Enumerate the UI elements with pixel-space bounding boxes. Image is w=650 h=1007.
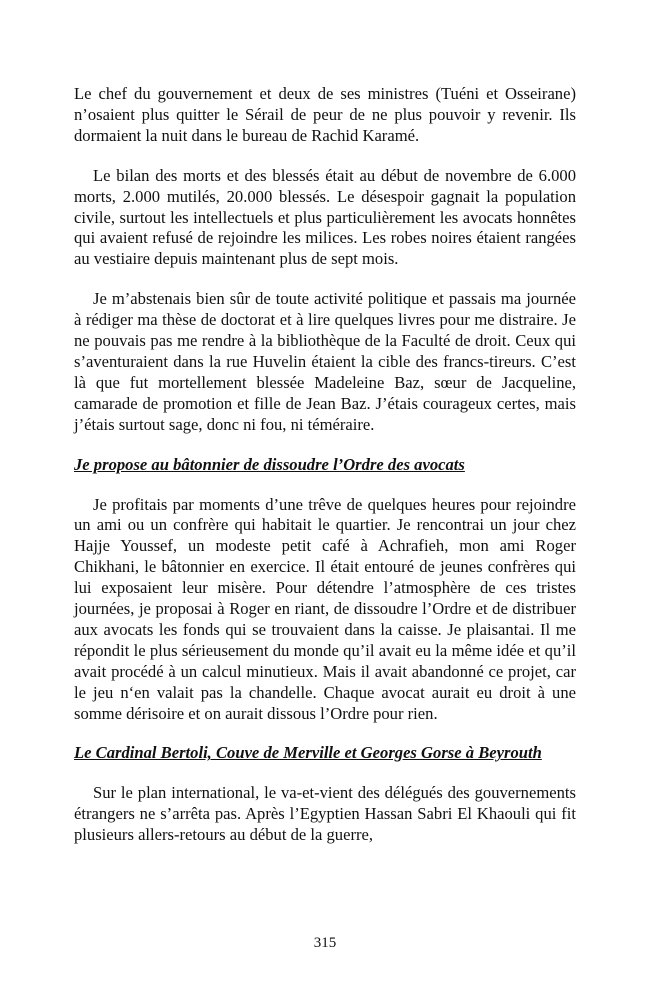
paragraph-doctoral-thesis: Je m’abstenais bien sûr de toute activité politique et passais ma journée à rédiger ma thèse de doctorat et à lire quelques livres pour me distraire. Je ne pouvais pas me rendre à la bibliothèque de la Faculté de droit. Ceux qui s’aventuraient dans la rue Huvelin étaient la cible des francs-tireurs. C’est là que fut mortellement blessée Madeleine Baz, sœur de Jacqueline, camarade de promotion et fille de Jean Baz. J’étais courageux certes, mais j’étais surtout sage, donc ni fou, ni téméraire. — [74, 289, 576, 434]
paragraph-international-delegates: Sur le plan international, le va-et-vient des délégués des gouvernements étrangers ne s’arrêta pas. Après l’Egyptien Hassan Sabri El Khaouli qui fit plusieurs allers-retours au début de la guerre, — [74, 783, 576, 845]
paragraph-casualty-toll: Le bilan des morts et des blessés était au début de novembre de 6.000 morts, 2.000 mutilés, 20.000 blessés. Le désespoir gagnait la population civile, surtout les intellectuels et plus particulièrement les avocats honnêtes qui avaient refusé de rejoindre les milices. Les robes noires étaient rangées au vestiaire depuis maintenant plus de sept mois. — [74, 165, 576, 269]
page-number: 315 — [313, 935, 337, 951]
page-body — [74, 84, 576, 846]
section-heading-cardinal-bertoli: Le Cardinal Bertoli, Couve de Merville et Georges Gorse à Beyrouth — [74, 743, 542, 763]
paragraph-batonnier-meeting: Je profitais par moments d’une trêve de quelques heures pour rejoindre un ami ou un confrère qui habitait le quartier. Je rencontrai un jour chez Hajje Youssef, un modeste petit café à Achrafieh, mon ami Roger Chikhani, le bâtonnier en exercice. Il était entouré de jeunes confrères qui lui exposaient leur misère. Pour détendre l’atmosphère de ces tristes journées, je proposai à Roger en riant, de dissoudre l’Ordre et de distribuer aux avocats les fonds qui se trouvaient dans la caisse. Je plaisantai. Il me répondit le plus sérieusement du monde qu’il avait eu la même idée et qu’il avait procédé à un calcul minutieux. Mais il avait abandonné ce projet, car le jeu n‘en valait pas la chandelle. Chaque avocat aurait eu droit à une somme dérisoire et on aurait dissous l’Ordre pour rien. — [74, 494, 576, 723]
section-heading-dissolve-order: Je propose au bâtonnier de dissoudre l’Ordre des avocats — [74, 454, 465, 474]
paragraph-government-ministers: Le chef du gouvernement et deux de ses ministres (Tuéni et Osseirane) n’osaient plus quitter le Sérail de peur de ne plus pouvoir y revenir. Ils dormaient la nuit dans le bureau de Rachid Karamé. — [74, 84, 576, 145]
